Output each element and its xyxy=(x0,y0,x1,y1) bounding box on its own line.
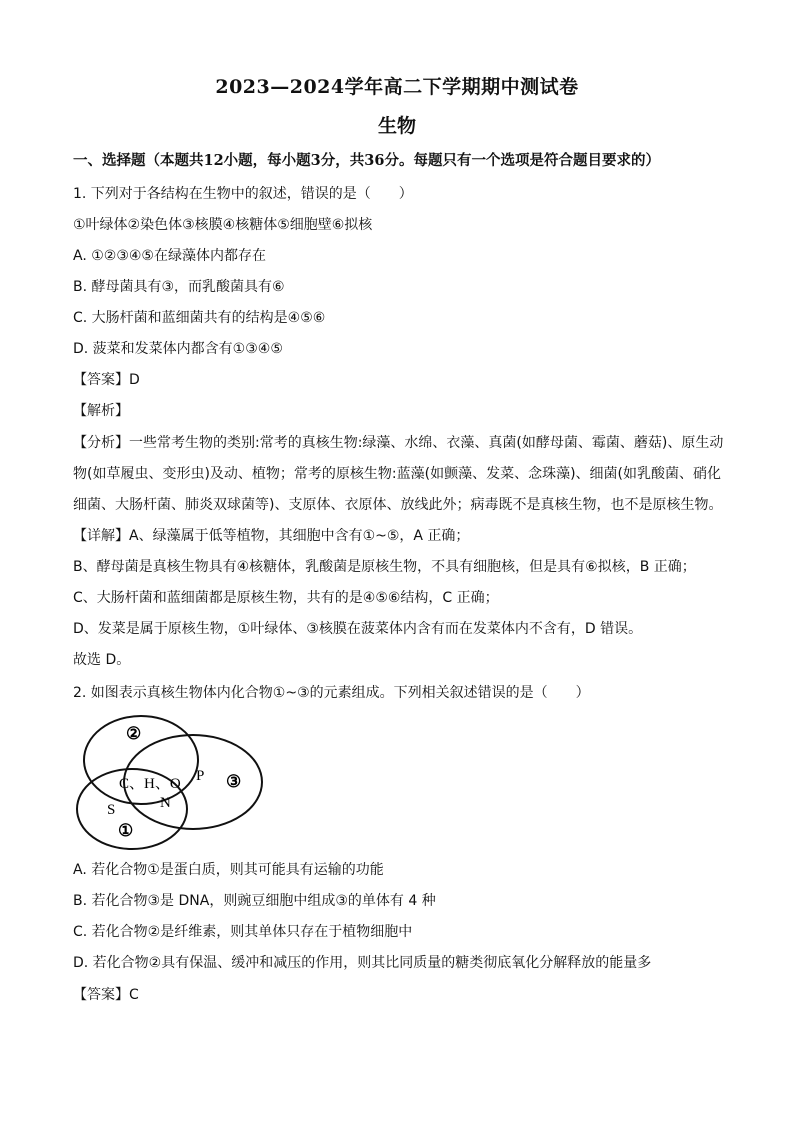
q1-analysis-line-3: 细菌、大肠杆菌、肺炎双球菌等)、支原体、衣原体、放线此外；病毒既不是真核生物，也不是原核生物。 xyxy=(73,497,723,513)
q1-option-a: A. ①②③④⑤在绿藻体内都存在 xyxy=(73,248,266,264)
label-center-elements: C、H、O xyxy=(119,776,181,792)
q1-detail-line-1: 【详解】A、绿藻属于低等植物，其细胞中含有①~⑤，A 正确； xyxy=(73,528,470,544)
q1-analysis-label: 【解析】 xyxy=(73,403,129,419)
q1-option-b: B. 酵母菌具有③，而乳酸菌具有⑥ xyxy=(73,279,285,295)
q1-items: ①叶绿体②染色体③核膜④核糖体⑤细胞壁⑥拟核 xyxy=(73,217,373,233)
label-n: N xyxy=(160,795,171,811)
section-heading: 一、选择题（本题共12小题，每小题3分，共36分。每题只有一个选项是符合题目要求的） xyxy=(73,152,660,169)
q1-option-d: D. 菠菜和发菜体内都含有①③④⑤ xyxy=(73,341,283,357)
q1-option-c: C. 大肠杆菌和蓝细菌共有的结构是④⑤⑥ xyxy=(73,310,326,326)
venn-diagram xyxy=(74,712,270,852)
label-s: S xyxy=(107,802,116,818)
exam-title: 2023—2024学年高二下学期期中测试卷 xyxy=(215,76,579,98)
q1-answer: 【答案】D xyxy=(73,372,140,388)
q1-conclusion: 故选 D。 xyxy=(73,652,131,668)
q1-stem: 1. 下列对于各结构在生物中的叙述，错误的是（ ） xyxy=(73,186,413,202)
label-circle-1: ① xyxy=(118,821,134,840)
label-circle-3: ③ xyxy=(226,772,242,791)
q1-detail-line-2: B、酵母菌是真核生物具有④核糖体，乳酸菌是原核生物，不具有细胞核，但是具有⑥拟核，B 正确； xyxy=(73,559,696,575)
q2-option-c: C. 若化合物②是纤维素，则其单体只存在于植物细胞中 xyxy=(73,924,413,940)
q2-option-a: A. 若化合物①是蛋白质，则其可能具有运输的功能 xyxy=(73,862,384,878)
q2-answer: 【答案】C xyxy=(73,987,139,1003)
q2-option-b: B. 若化合物③是 DNA，则豌豆细胞中组成③的单体有 4 种 xyxy=(73,893,436,909)
q1-detail-line-3: C、大肠杆菌和蓝细菌都是原核生物，共有的是④⑤⑥结构，C 正确； xyxy=(73,590,499,606)
subject-title: 生物 xyxy=(377,115,416,137)
q1-detail-line-4: D、发菜是属于原核生物，①叶绿体、③核膜在菠菜体内含有而在发菜体内不含有，D 错误。 xyxy=(73,621,643,637)
q2-stem: 2. 如图表示真核生物体内化合物①~③的元素组成。下列相关叙述错误的是（ ） xyxy=(73,685,590,701)
label-circle-2: ② xyxy=(126,724,142,743)
q1-analysis-line-2: 物(如草履虫、变形虫)及动、植物；常考的原核生物:蓝藻(如颤藻、发菜、念珠藻)、细菌(如乳酸菌、硝化 xyxy=(73,466,722,482)
q1-analysis-line-1: 【分析】一些常考生物的类别:常考的真核生物:绿藻、水绵、衣藻、真菌(如酵母菌、霉菌、蘑菇)、原生动 xyxy=(73,435,724,451)
q2-option-d: D. 若化合物②具有保温、缓冲和减压的作用，则其比同质量的糖类彻底氧化分解释放的能量多 xyxy=(73,955,652,971)
label-p: P xyxy=(196,768,205,784)
